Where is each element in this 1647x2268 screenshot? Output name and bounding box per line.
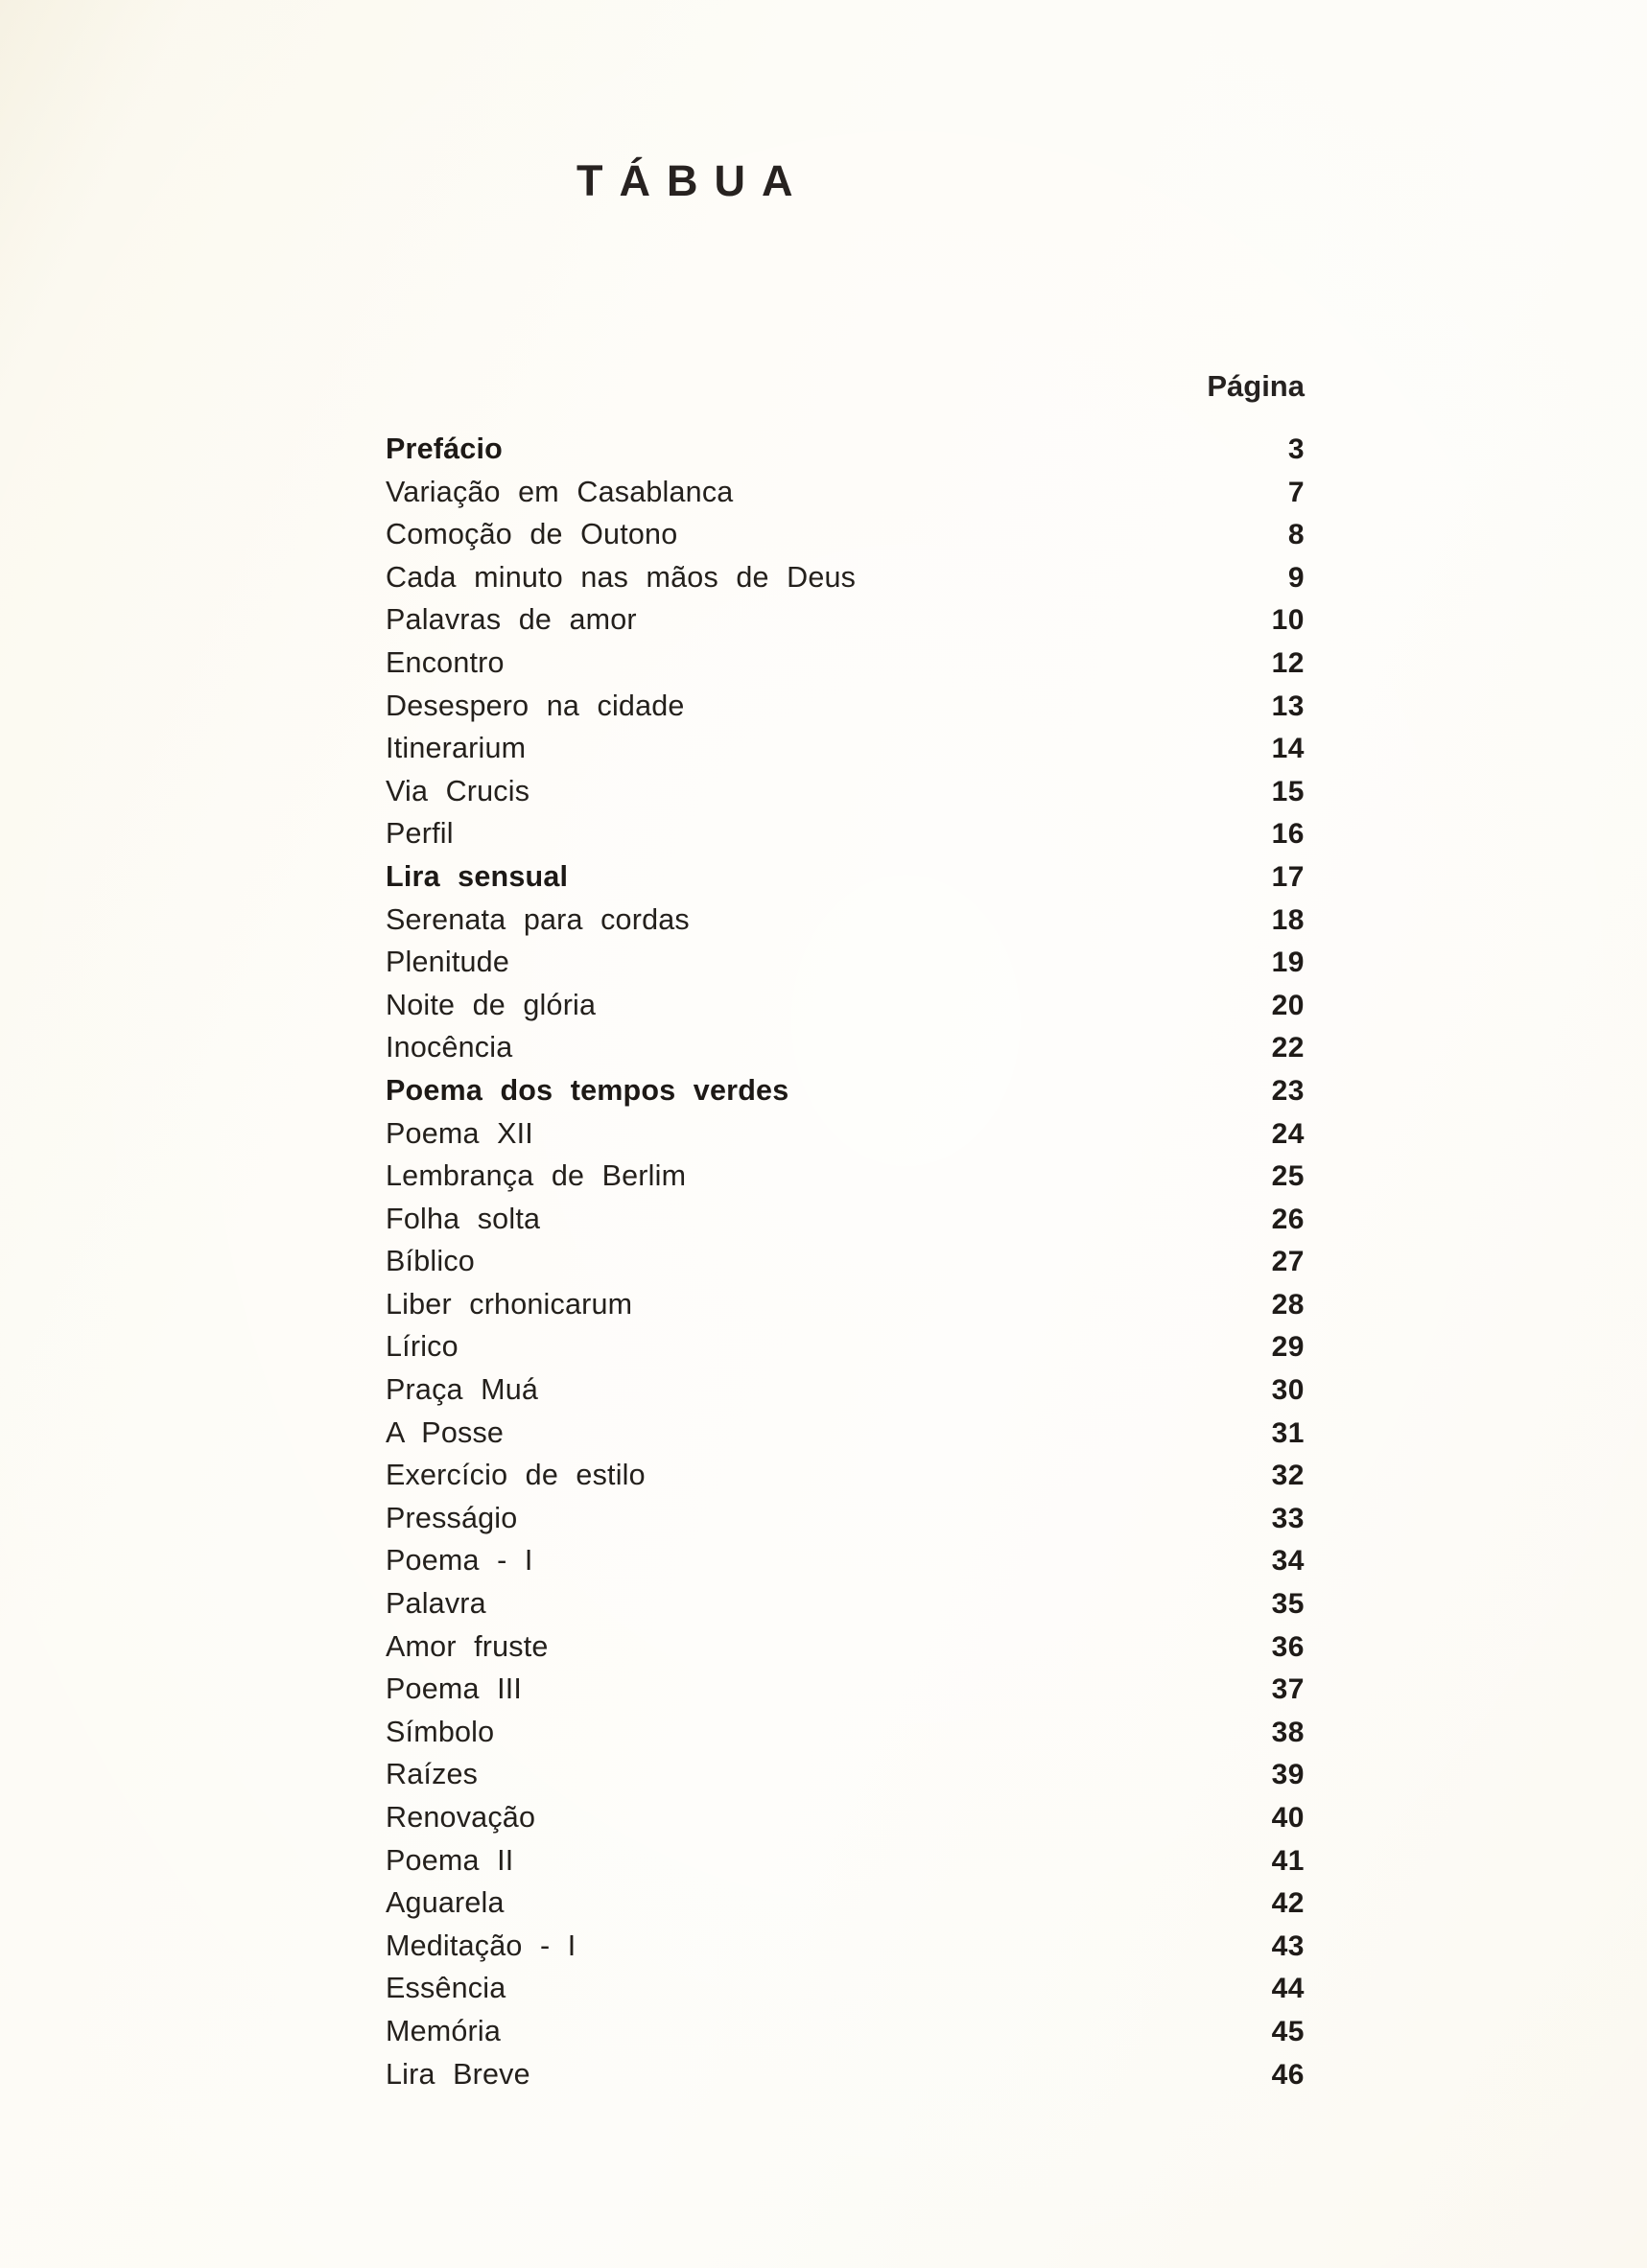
toc-row xyxy=(386,1539,1305,1582)
toc-entry-title: Aguarela xyxy=(386,1886,505,1920)
toc-entry-title: Variação em Casablanca xyxy=(386,475,734,508)
toc-row xyxy=(386,1069,1305,1112)
toc-entry-page: 8 xyxy=(1287,519,1305,551)
toc-entry-page: 14 xyxy=(1271,733,1305,765)
toc-entry-title: Amor fruste xyxy=(386,1629,549,1663)
toc-row xyxy=(386,1753,1305,1796)
toc-entry-title: Via Crucis xyxy=(386,774,530,807)
toc-entry-page: 31 xyxy=(1271,1416,1305,1449)
toc-row xyxy=(386,685,1305,728)
toc-entry-page: 28 xyxy=(1271,1288,1305,1321)
toc-entry-title: Noite de glória xyxy=(386,988,597,1021)
toc-row xyxy=(386,1497,1305,1540)
toc-entry-page: 41 xyxy=(1271,1844,1305,1877)
toc-row xyxy=(386,1325,1305,1368)
toc-entry-title: Símbolo xyxy=(386,1715,495,1748)
toc-entry-title: Renovação xyxy=(386,1801,536,1834)
toc-entry-page: 35 xyxy=(1271,1588,1305,1621)
toc-entry-title: Poema III xyxy=(386,1672,523,1706)
toc-entry-page: 34 xyxy=(1271,1545,1305,1578)
toc-entry-title: Lembrança de Berlim xyxy=(386,1159,687,1193)
toc-entry-page: 44 xyxy=(1271,1973,1305,2005)
toc-entry-page: 26 xyxy=(1271,1203,1305,1235)
toc-entry-page: 27 xyxy=(1271,1246,1305,1278)
toc-row xyxy=(386,1155,1305,1198)
toc-entry-page: 7 xyxy=(1287,476,1305,508)
toc-row xyxy=(386,2010,1305,2053)
toc-row xyxy=(386,941,1305,984)
toc-entry-title: Bíblico xyxy=(386,1245,475,1278)
toc-entry-title: Folha solta xyxy=(386,1202,541,1235)
toc-row xyxy=(386,1240,1305,1283)
toc-entry-page: 9 xyxy=(1287,561,1305,594)
toc-row xyxy=(386,899,1305,942)
toc-entry-title: Poema - I xyxy=(386,1544,533,1578)
toc-row xyxy=(386,428,1305,471)
toc-entry-title: Palavras de amor xyxy=(386,603,637,637)
toc-entry-page: 38 xyxy=(1271,1716,1305,1748)
toc-entry-title: Praça Muá xyxy=(386,1373,539,1407)
toc-entry-title: Encontro xyxy=(386,645,505,679)
toc-row xyxy=(386,1882,1305,1925)
toc-row xyxy=(386,1454,1305,1497)
toc-row xyxy=(386,1625,1305,1669)
toc-entry-page: 30 xyxy=(1271,1374,1305,1407)
toc-entry-title: Itinerarium xyxy=(386,732,527,765)
toc-row xyxy=(386,1412,1305,1455)
toc-entry-title: Poema dos tempos verdes xyxy=(386,1073,789,1107)
toc-entry-page: 18 xyxy=(1271,903,1305,936)
toc-entry-title: Lírico xyxy=(386,1330,459,1364)
toc-entry-page: 36 xyxy=(1271,1630,1305,1663)
toc-entry-title: Inocência xyxy=(386,1031,513,1064)
page-number-column-header: Página xyxy=(1207,369,1305,403)
toc-row xyxy=(386,642,1305,685)
toc-entry-title: Presságio xyxy=(386,1501,518,1534)
toc-entry-page: 24 xyxy=(1271,1117,1305,1150)
toc-entry-title: A Posse xyxy=(386,1415,505,1449)
toc-entry-page: 25 xyxy=(1271,1160,1305,1193)
toc-row xyxy=(386,2053,1305,2096)
toc-row xyxy=(386,1198,1305,1241)
toc-row xyxy=(386,1283,1305,1326)
toc-entry-page: 12 xyxy=(1271,646,1305,679)
toc-row xyxy=(386,1026,1305,1069)
toc-entry-page: 39 xyxy=(1271,1759,1305,1791)
toc-row xyxy=(386,812,1305,855)
toc-entry-title: Exercício de estilo xyxy=(386,1459,646,1492)
toc-entry-page: 42 xyxy=(1271,1887,1305,1920)
toc-entry-title: Liber crhonicarum xyxy=(386,1287,633,1321)
toc-row xyxy=(386,855,1305,899)
toc-entry-page: 13 xyxy=(1271,690,1305,722)
toc-entry-page: 22 xyxy=(1271,1032,1305,1064)
page-title: TÁBUA xyxy=(576,156,810,205)
toc-row xyxy=(386,1112,1305,1156)
toc-entry-title: Palavra xyxy=(386,1587,486,1621)
toc-entry-page: 20 xyxy=(1271,989,1305,1021)
toc-entry-title: Prefácio xyxy=(386,433,503,465)
toc-entry-page: 23 xyxy=(1271,1074,1305,1107)
toc-entry-page: 15 xyxy=(1271,775,1305,807)
toc-entry-page: 3 xyxy=(1287,433,1305,465)
toc-row xyxy=(386,727,1305,770)
toc-entry-title: Plenitude xyxy=(386,946,509,979)
toc-entry-page: 45 xyxy=(1271,2015,1305,2047)
toc-row xyxy=(386,1582,1305,1625)
toc-row xyxy=(386,598,1305,642)
table-of-contents xyxy=(386,368,1305,2095)
toc-row xyxy=(386,1967,1305,2010)
toc-entry-page: 16 xyxy=(1271,818,1305,851)
toc-row xyxy=(386,513,1305,556)
toc-entry-title: Comoção de Outono xyxy=(386,518,678,551)
toc-entry-page: 37 xyxy=(1271,1673,1305,1706)
toc-row xyxy=(386,1368,1305,1412)
toc-entry-list xyxy=(386,428,1305,2095)
toc-entry-title: Desespero na cidade xyxy=(386,689,685,722)
toc-entry-page: 46 xyxy=(1271,2058,1305,2091)
toc-entry-page: 19 xyxy=(1271,947,1305,979)
toc-row xyxy=(386,984,1305,1027)
toc-row xyxy=(386,556,1305,599)
toc-entry-title: Serenata para cordas xyxy=(386,902,690,936)
toc-row xyxy=(386,1925,1305,1968)
toc-entry-page: 10 xyxy=(1271,604,1305,637)
toc-row xyxy=(386,1796,1305,1839)
toc-entry-title: Raízes xyxy=(386,1758,479,1791)
toc-entry-page: 40 xyxy=(1271,1802,1305,1834)
toc-entry-title: Poema II xyxy=(386,1843,514,1877)
toc-entry-title: Cada minuto nas mãos de Deus xyxy=(386,560,857,594)
toc-row xyxy=(386,1839,1305,1882)
toc-entry-title: Meditação - I xyxy=(386,1929,576,1962)
toc-entry-title: Essência xyxy=(386,1972,506,2005)
toc-entry-page: 43 xyxy=(1271,1929,1305,1962)
toc-entry-title: Poema XII xyxy=(386,1116,533,1150)
toc-entry-title: Lira Breve xyxy=(386,2057,530,2091)
toc-entry-page: 33 xyxy=(1271,1502,1305,1534)
toc-entry-title: Perfil xyxy=(386,817,454,851)
toc-entry-title: Memória xyxy=(386,2014,502,2047)
toc-row xyxy=(386,1668,1305,1711)
toc-row xyxy=(386,471,1305,514)
toc-row xyxy=(386,770,1305,813)
toc-entry-page: 17 xyxy=(1271,860,1305,893)
toc-entry-page: 32 xyxy=(1271,1460,1305,1492)
toc-entry-page: 29 xyxy=(1271,1331,1305,1364)
toc-entry-title: Lira sensual xyxy=(386,859,569,893)
toc-row xyxy=(386,1711,1305,1754)
